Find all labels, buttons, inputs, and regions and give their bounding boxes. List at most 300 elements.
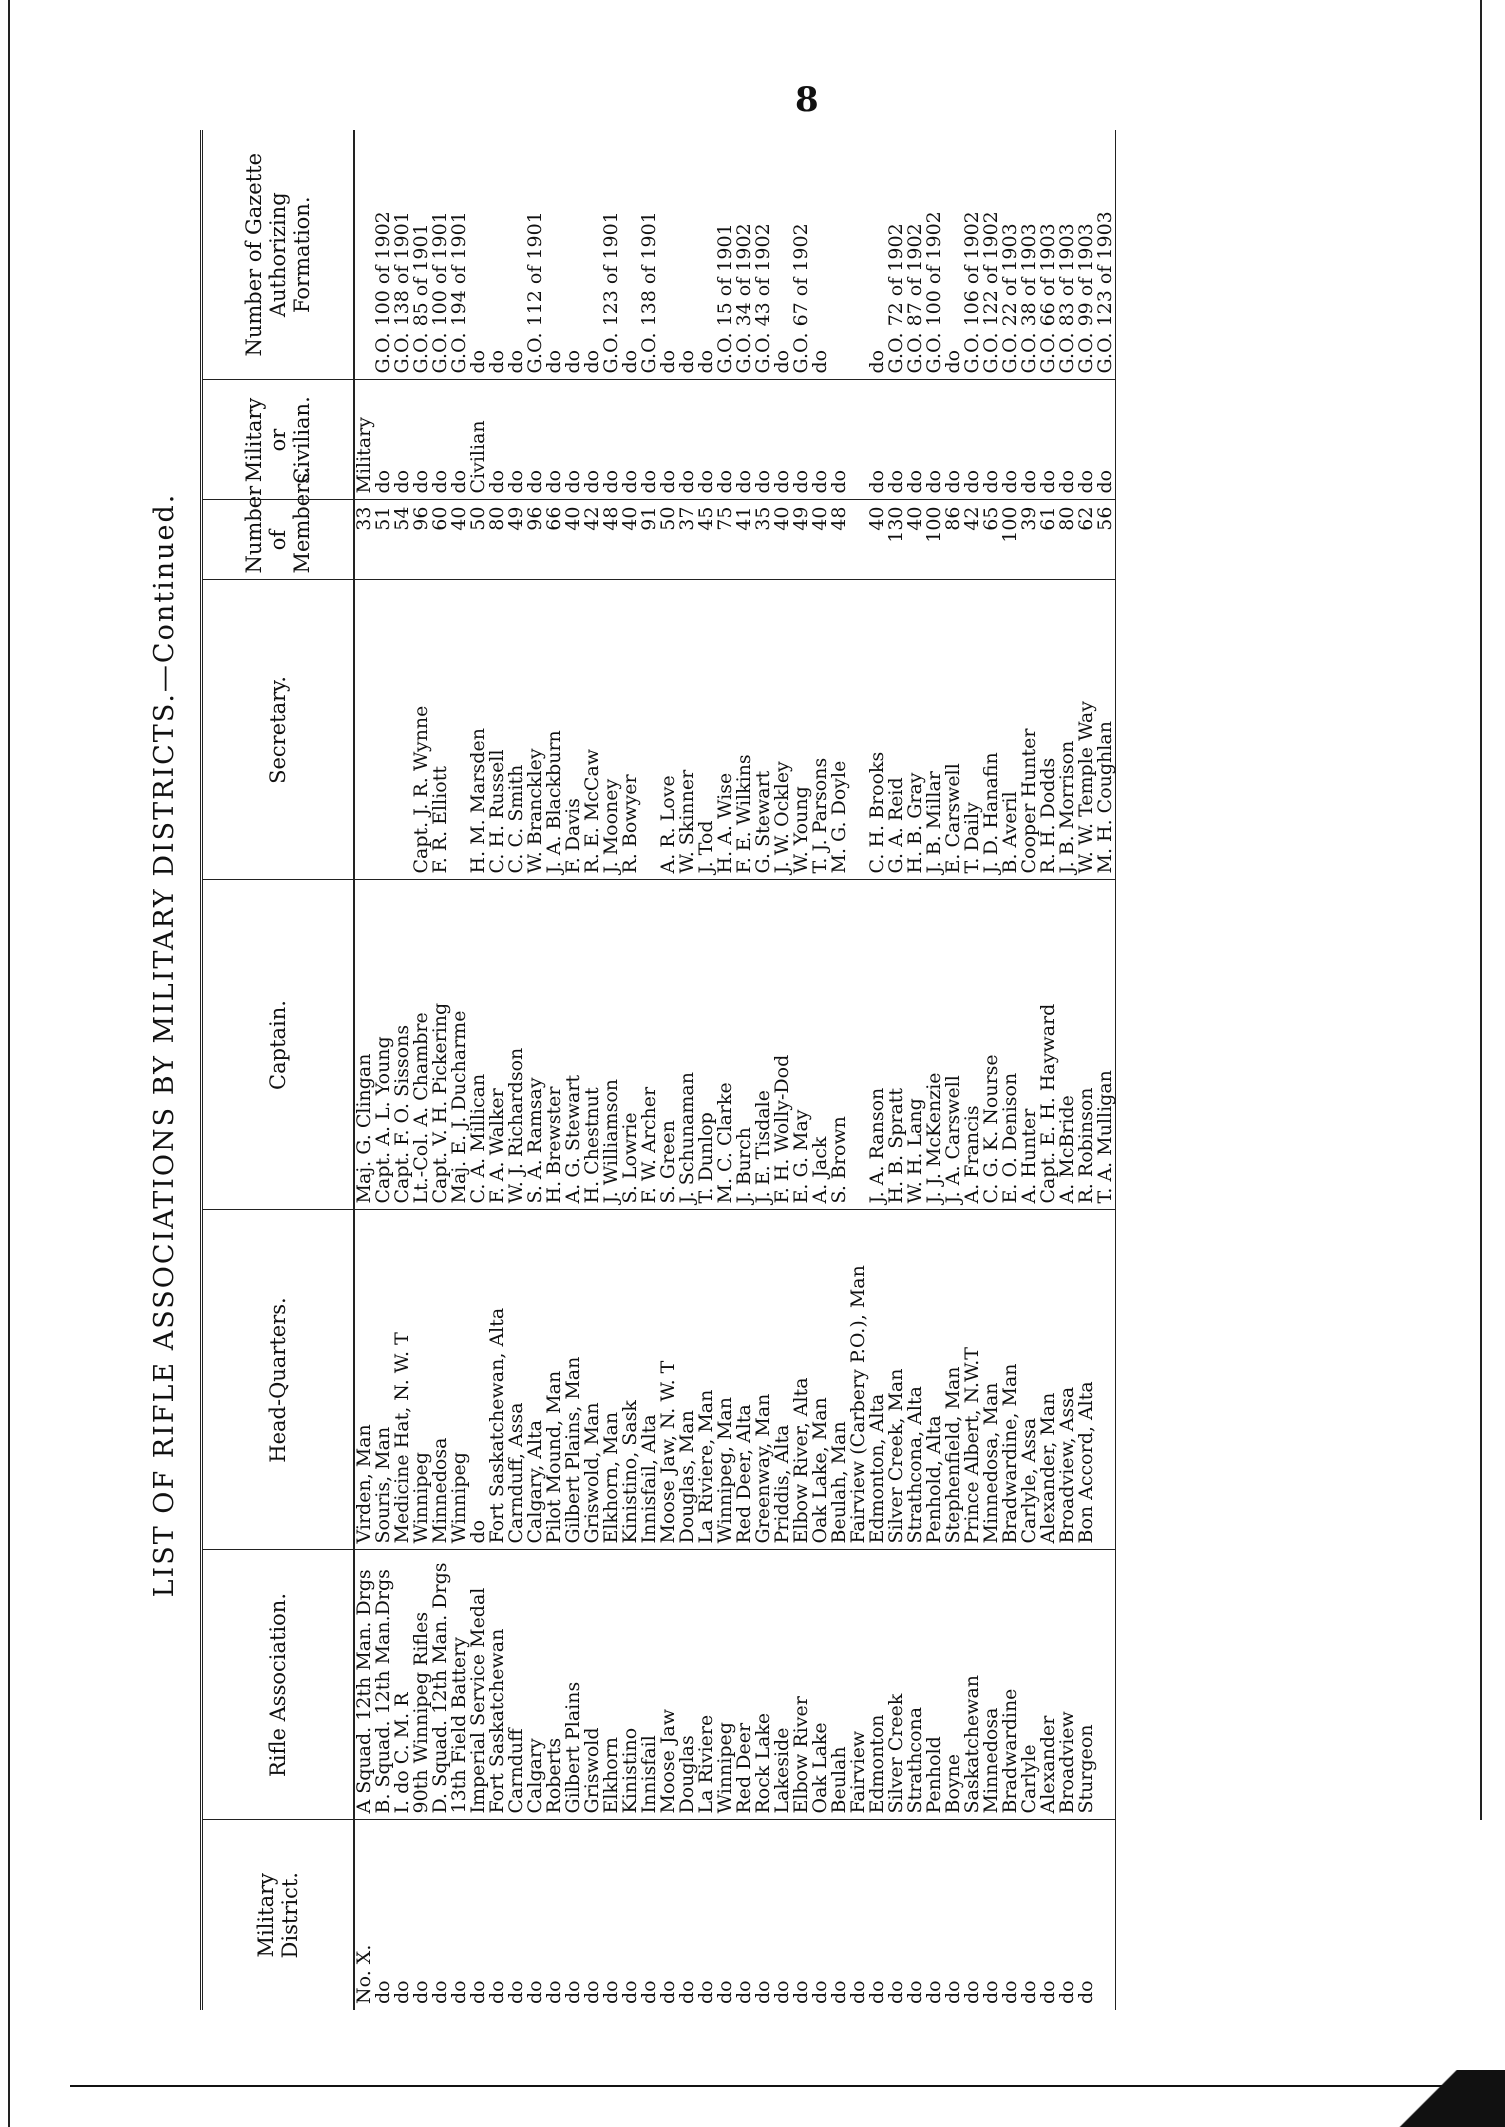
cell-captain: Maj. G. Clingan [354, 880, 374, 1210]
cell-type: do [602, 380, 621, 500]
cell-gazette: do [467, 349, 489, 374]
cell-gazette: do [562, 349, 584, 374]
table-row [526, 130, 545, 2010]
cell-type: do [811, 380, 830, 500]
cell-gazette: G.O. 112 of 1901 [524, 211, 546, 374]
cell-association: Elbow River [792, 1550, 811, 1820]
cell-headquarters: Penhold, Alta [925, 1210, 944, 1550]
cell-district: do [507, 1820, 526, 2010]
cell-type: do [640, 380, 659, 500]
cell-gazette: do [942, 349, 964, 374]
cell-type: do [735, 380, 754, 500]
cell-gazette: do [657, 349, 679, 374]
cell-members: 41 [735, 500, 754, 580]
cell-captain: J. A. Carswell [944, 880, 963, 1210]
cell-district: do [944, 1820, 963, 2010]
cell-headquarters: Bradwardine, Man [1001, 1210, 1020, 1550]
cell-secretary: T. J. Parsons [811, 580, 830, 880]
cell-district: do [811, 1820, 830, 2010]
cell-district: do [678, 1820, 697, 2010]
cell-type: do [716, 380, 735, 500]
cell-district: No. X. [354, 1820, 374, 2010]
cell-secretary [354, 580, 374, 880]
cell-association: D. Squad. 12th Man. Drgs [431, 1550, 450, 1820]
cell-association [1096, 1550, 1116, 1820]
cell-type: do [583, 380, 602, 500]
cell-members: 96 [526, 500, 545, 580]
cell-headquarters: Winnipeg, Man [716, 1210, 735, 1550]
cell-headquarters: Broadview, Assa [1058, 1210, 1077, 1550]
cell-captain: Capt. V. H. Pickering [431, 880, 450, 1210]
cell-district: do [469, 1820, 488, 2010]
cell-secretary: G. Stewart [754, 580, 773, 880]
cell-members: 61 [1039, 500, 1058, 580]
cell-secretary: F. Davis [564, 580, 583, 880]
cell-secretary: R. E. McCaw [583, 580, 602, 880]
cell-association: Penhold [925, 1550, 944, 1820]
cell-gazette: G.O. 106 of 1902 [961, 211, 983, 374]
cell-headquarters: Winnipeg [450, 1210, 469, 1550]
cell-gazette: do [866, 349, 888, 374]
cell-association: B. Squad. 12th Man.Drgs [374, 1550, 393, 1820]
cell-gazette: do [581, 349, 603, 374]
cell-captain: A. McBride [1058, 880, 1077, 1210]
cell-type: do [887, 380, 906, 500]
cell-association: La Riviere [697, 1550, 716, 1820]
cell-gazette [849, 130, 868, 380]
cell-headquarters: Douglas, Man [678, 1210, 697, 1550]
cell-type: do [906, 380, 925, 500]
cell-gazette: G.O. 72 of 1902 [885, 223, 907, 374]
cell-gazette: G.O. 85 of 1901 [410, 223, 432, 374]
cell-association: Rock Lake [754, 1550, 773, 1820]
cell-type: do [773, 380, 792, 500]
cell-gazette: G.O. 34 of 1902 [733, 223, 755, 374]
cell-captain: J. J. McKenzie [925, 880, 944, 1210]
cell-members: 86 [944, 500, 963, 580]
cell-gazette: do [695, 349, 717, 374]
cell-captain: J. E. Tisdale [754, 880, 773, 1210]
cell-type: do [374, 380, 393, 500]
cell-association: Fairview [849, 1550, 868, 1820]
page-bottom-edge [70, 2085, 1505, 2087]
cell-members: 42 [963, 500, 982, 580]
cell-headquarters: Beulah, Man [830, 1210, 849, 1550]
rotated-page [140, 80, 1380, 2010]
cell-district: do [716, 1820, 735, 2010]
cell-members: 100 [1001, 500, 1020, 580]
cell-type: do [412, 380, 431, 500]
cell-association: Boyne [944, 1550, 963, 1820]
cell-association: Edmonton [868, 1550, 887, 1820]
cell-captain: F. W. Archer [640, 880, 659, 1210]
cell-gazette: G.O. 194 of 1901 [448, 211, 470, 374]
table-row [925, 130, 944, 2010]
cell-district: do [1001, 1820, 1020, 2010]
table-row [830, 130, 849, 2010]
cell-district: do [1077, 1820, 1096, 2010]
cell-members: 51 [374, 500, 393, 580]
cell-headquarters: Calgary, Alta [526, 1210, 545, 1550]
cell-gazette: G.O. 100 of 1902 [372, 211, 394, 374]
cell-gazette: G.O. 138 of 1901 [638, 211, 660, 374]
cell-gazette: G.O. 100 of 1902 [923, 211, 945, 374]
cell-association: I. do C. M. R [393, 1550, 412, 1820]
cell-district: do [849, 1820, 868, 2010]
cell-association: Bradwardine [1001, 1550, 1020, 1820]
cell-captain: E. G. May [792, 880, 811, 1210]
cell-district: do [773, 1820, 792, 2010]
cell-headquarters: Fort Saskatchewan, Alta [488, 1210, 507, 1550]
cell-headquarters: Innisfail, Alta [640, 1210, 659, 1550]
cell-district: do [887, 1820, 906, 2010]
cell-secretary: W. Skinner [678, 580, 697, 880]
cell-district: do [906, 1820, 925, 2010]
table-row [811, 130, 830, 2010]
cell-type: do [1039, 380, 1058, 500]
table-row [354, 130, 374, 2010]
cell-members: 75 [716, 500, 735, 580]
cell-district: do [659, 1820, 678, 2010]
cell-captain: A. Jack [811, 880, 830, 1210]
cell-type: do [526, 380, 545, 500]
cell-association: Carnduff [507, 1550, 526, 1820]
cell-captain: F. A. Walker [488, 880, 507, 1210]
cell-association: Alexander [1039, 1550, 1058, 1820]
cell-secretary: G. A. Reid [887, 580, 906, 880]
cell-secretary: H. A. Wise [716, 580, 735, 880]
cell-members: 40 [450, 500, 469, 580]
cell-secretary: B. Averil [1001, 580, 1020, 880]
cell-association: Fort Saskatchewan [488, 1550, 507, 1820]
cell-district: do [526, 1820, 545, 2010]
cell-gazette: G.O. 15 of 1901 [714, 223, 736, 374]
table-row [1096, 130, 1116, 2010]
table-body [354, 130, 1116, 2010]
cell-association: Moose Jaw [659, 1550, 678, 1820]
cell-members: 54 [393, 500, 412, 580]
cell-members: 45 [697, 500, 716, 580]
cell-captain: Capt. E. H. Hayward [1039, 880, 1058, 1210]
cell-captain: J. A. Ranson [868, 880, 887, 1210]
cell-district: do [754, 1820, 773, 2010]
cell-secretary: R. Bowyer [621, 580, 640, 880]
cell-gazette [354, 130, 374, 380]
cell-type: do [1077, 380, 1096, 500]
cell-secretary: T. Daily [963, 580, 982, 880]
cell-members: 80 [488, 500, 507, 580]
cell-type: do [925, 380, 944, 500]
page-border-left [8, 0, 10, 2127]
cell-headquarters: Gilbert Plains, Man [564, 1210, 583, 1550]
cell-captain: H. B. Spratt [887, 880, 906, 1210]
page-corner-shadow [1385, 2070, 1505, 2127]
cell-district: do [735, 1820, 754, 2010]
header-association: Rifle Association. [202, 1550, 355, 1820]
cell-association: Carlyle [1020, 1550, 1039, 1820]
cell-headquarters: Red Deer, Alta [735, 1210, 754, 1550]
cell-secretary: C. C. Smith [507, 580, 526, 880]
cell-headquarters: Bon Accord, Alta [1077, 1210, 1096, 1550]
cell-gazette: G.O. 87 of 1902 [904, 223, 926, 374]
table-row [659, 130, 678, 2010]
table-row [583, 130, 602, 2010]
cell-gazette: G.O. 99 of 1903 [1075, 223, 1097, 374]
cell-association: Innisfail [640, 1550, 659, 1820]
cell-secretary: W. W. Temple Way [1077, 580, 1096, 880]
cell-captain: Capt. F. O. Sissons [393, 880, 412, 1210]
cell-secretary: H. M. Marsden [469, 580, 488, 880]
header-members: Number of Members. [202, 500, 355, 580]
cell-type: do [1058, 380, 1077, 500]
cell-members: 50 [659, 500, 678, 580]
cell-district [1096, 1820, 1116, 2010]
table-row [906, 130, 925, 2010]
cell-district: do [868, 1820, 887, 2010]
cell-headquarters: Elkhorn, Man [602, 1210, 621, 1550]
cell-secretary: J. B. Millar [925, 580, 944, 880]
cell-association: Calgary [526, 1550, 545, 1820]
page-number: 8 [795, 80, 819, 120]
cell-type: do [963, 380, 982, 500]
cell-district: do [982, 1820, 1001, 2010]
cell-headquarters: Edmonton, Alta [868, 1210, 887, 1550]
cell-type: do [507, 380, 526, 500]
cell-members: 60 [431, 500, 450, 580]
cell-captain: Capt. A. L. Young [374, 880, 393, 1210]
cell-association: Broadview [1058, 1550, 1077, 1820]
cell-captain: T. Dunlop [697, 880, 716, 1210]
cell-members: 42 [583, 500, 602, 580]
cell-gazette: G.O. 22 of 1903 [999, 223, 1021, 374]
cell-members: 49 [792, 500, 811, 580]
cell-type: do [545, 380, 564, 500]
header-type: Military or Civilian. [202, 380, 355, 500]
cell-association: Red Deer [735, 1550, 754, 1820]
cell-district: do [545, 1820, 564, 2010]
cell-secretary: A. R. Love [659, 580, 678, 880]
table-row [507, 130, 526, 2010]
cell-association: Silver Creek [887, 1550, 906, 1820]
cell-secretary: J. Tod [697, 580, 716, 880]
cell-captain: J. Schunaman [678, 880, 697, 1210]
cell-members: 40 [811, 500, 830, 580]
cell-headquarters: Virden, Man [354, 1210, 374, 1550]
cell-members: 48 [830, 500, 849, 580]
cell-members: 40 [564, 500, 583, 580]
cell-type: do [697, 380, 716, 500]
cell-headquarters: Kinistino, Sask [621, 1210, 640, 1550]
cell-secretary: F. E. Wilkins [735, 580, 754, 880]
cell-association: Douglas [678, 1550, 697, 1820]
cell-gazette: G.O. 122 of 1902 [980, 211, 1002, 374]
cell-captain: E. O. Denison [1001, 880, 1020, 1210]
cell-district: do [1058, 1820, 1077, 2010]
header-secretary: Secretary. [202, 580, 355, 880]
cell-association: Kinistino [621, 1550, 640, 1820]
cell-gazette: G.O. 66 of 1903 [1037, 223, 1059, 374]
cell-district: do [792, 1820, 811, 2010]
cell-secretary: H. B. Gray [906, 580, 925, 880]
cell-district: do [393, 1820, 412, 2010]
cell-district: do [431, 1820, 450, 2010]
cell-district: do [1039, 1820, 1058, 2010]
cell-captain: C. G. K. Nourse [982, 880, 1001, 1210]
cell-type: do [792, 380, 811, 500]
rifle-associations-table [200, 130, 1116, 2010]
cell-association: Oak Lake [811, 1550, 830, 1820]
cell-headquarters: Medicine Hat, N. W. T [393, 1210, 412, 1550]
cell-district: do [412, 1820, 431, 2010]
cell-members: 100 [925, 500, 944, 580]
cell-headquarters: La Riviere, Man [697, 1210, 716, 1550]
cell-captain: F. H. Wolly-Dod [773, 880, 792, 1210]
cell-headquarters: Silver Creek, Man [887, 1210, 906, 1550]
cell-type: do [678, 380, 697, 500]
cell-secretary: W. Young [792, 580, 811, 880]
page-border-right [1480, 0, 1482, 1820]
header-district: Military District. [202, 1820, 355, 2010]
cell-members: 66 [545, 500, 564, 580]
cell-type: do [830, 380, 849, 500]
cell-district: do [925, 1820, 944, 2010]
cell-association: Elkhorn [602, 1550, 621, 1820]
cell-type: do [944, 380, 963, 500]
header-captain: Captain. [202, 880, 355, 1210]
cell-captain: W. H. Lang [906, 880, 925, 1210]
cell-secretary [374, 580, 393, 880]
cell-headquarters: Stephenfield, Man [944, 1210, 963, 1550]
cell-district: do [602, 1820, 621, 2010]
cell-members: 49 [507, 500, 526, 580]
cell-gazette: G.O. 38 of 1903 [1018, 223, 1040, 374]
table-row [621, 130, 640, 2010]
cell-association: 13th Field Battery [450, 1550, 469, 1820]
cell-secretary: C. H. Russell [488, 580, 507, 880]
cell-association: Lakeside [773, 1550, 792, 1820]
table-header-row [202, 130, 355, 2010]
cell-captain: C. A. Millican [469, 880, 488, 1210]
cell-gazette: do [619, 349, 641, 374]
cell-type: do [1001, 380, 1020, 500]
cell-secretary: C. H. Brooks [868, 580, 887, 880]
cell-gazette: G.O. 100 of 1901 [429, 211, 451, 374]
cell-secretary: J. W. Ockley [773, 580, 792, 880]
cell-type: do [621, 380, 640, 500]
cell-captain: J. Williamson [602, 880, 621, 1210]
cell-association: A Squad. 12th Man. Drgs [354, 1550, 374, 1820]
cell-members: 40 [906, 500, 925, 580]
cell-headquarters: Fairview (Carbery P.O.), Man [849, 1210, 868, 1550]
cell-members: 62 [1077, 500, 1096, 580]
cell-type: do [393, 380, 412, 500]
cell-gazette: G.O. 67 of 1902 [790, 223, 812, 374]
cell-headquarters: Greenway, Man [754, 1210, 773, 1550]
cell-district: do [450, 1820, 469, 2010]
cell-secretary: J. D. Hanafin [982, 580, 1001, 880]
cell-captain: S. A. Ramsay [526, 880, 545, 1210]
cell-members: 37 [678, 500, 697, 580]
cell-district: do [1020, 1820, 1039, 2010]
cell-captain: J. Burch [735, 880, 754, 1210]
cell-captain: T. A. Mulligan [1096, 880, 1116, 1210]
cell-secretary: F. R. Elliott [431, 580, 450, 880]
cell-members: 130 [887, 500, 906, 580]
cell-members: 80 [1058, 500, 1077, 580]
cell-secretary: Cooper Hunter [1020, 580, 1039, 880]
cell-members: 96 [412, 500, 431, 580]
cell-secretary: Capt. J. R. Wynne [412, 580, 431, 880]
cell-secretary: J. A. Blackburn [545, 580, 564, 880]
cell-district: do [564, 1820, 583, 2010]
cell-members: 40 [773, 500, 792, 580]
cell-members: 35 [754, 500, 773, 580]
cell-captain: S. Brown [830, 880, 849, 1210]
cell-type: do [868, 380, 887, 500]
cell-district: do [488, 1820, 507, 2010]
cell-members: 56 [1096, 500, 1116, 580]
cell-secretary: M. H. Coughlan [1096, 580, 1116, 880]
cell-headquarters: Moose Jaw, N. W. T [659, 1210, 678, 1550]
cell-gazette: G.O. 138 of 1901 [391, 211, 413, 374]
cell-captain: H. Brewster [545, 880, 564, 1210]
cell-association: Gilbert Plains [564, 1550, 583, 1820]
cell-type: do [431, 380, 450, 500]
cell-members: 91 [640, 500, 659, 580]
cell-association: Strathcona [906, 1550, 925, 1820]
cell-captain: H. Chestnut [583, 880, 602, 1210]
cell-type: do [488, 380, 507, 500]
cell-members: 33 [354, 500, 374, 580]
cell-headquarters: Carlyle, Assa [1020, 1210, 1039, 1550]
cell-secretary: M. G. Doyle [830, 580, 849, 880]
cell-captain: M. C. Clarke [716, 880, 735, 1210]
cell-headquarters: Oak Lake, Man [811, 1210, 830, 1550]
cell-association: Beulah [830, 1550, 849, 1820]
cell-captain: S. Green [659, 880, 678, 1210]
cell-headquarters: Griswold, Man [583, 1210, 602, 1550]
cell-headquarters: Minnedosa, Man [982, 1210, 1001, 1550]
cell-gazette: do [809, 349, 831, 374]
cell-association: Roberts [545, 1550, 564, 1820]
cell-headquarters: Souris, Man [374, 1210, 393, 1550]
cell-type: do [564, 380, 583, 500]
header-headquarters: Head-Quarters. [202, 1210, 355, 1550]
cell-type: Military [354, 380, 374, 500]
cell-gazette: G.O. 123 of 1901 [600, 211, 622, 374]
cell-headquarters: Priddis, Alta [773, 1210, 792, 1550]
cell-gazette: G.O. 123 of 1903 [1094, 211, 1116, 374]
cell-gazette: G.O. 83 of 1903 [1056, 223, 1078, 374]
cell-type: do [982, 380, 1001, 500]
cell-headquarters: Winnipeg [412, 1210, 431, 1550]
cell-type: Civilian [469, 380, 488, 500]
cell-captain: Maj. E. J. Ducharme [450, 880, 469, 1210]
cell-gazette [830, 130, 849, 380]
document-title: LIST OF RIFLE ASSOCIATIONS BY MILITARY DISTRICTS.—Continued. [149, 492, 180, 1598]
cell-captain: A. Hunter [1020, 880, 1039, 1210]
cell-secretary: J. B. Morrison [1058, 580, 1077, 880]
cell-headquarters: Minnedosa [431, 1210, 450, 1550]
cell-captain: R. Robinson [1077, 880, 1096, 1210]
cell-captain: A. G. Stewart [564, 880, 583, 1210]
cell-headquarters: do [469, 1210, 488, 1550]
cell-secretary: E. Carswell [944, 580, 963, 880]
cell-headquarters: Prince Albert, N.W.T [963, 1210, 982, 1550]
cell-type: do [1020, 380, 1039, 500]
cell-type: do [1096, 380, 1116, 500]
cell-secretary: R. H. Dodds [1039, 580, 1058, 880]
